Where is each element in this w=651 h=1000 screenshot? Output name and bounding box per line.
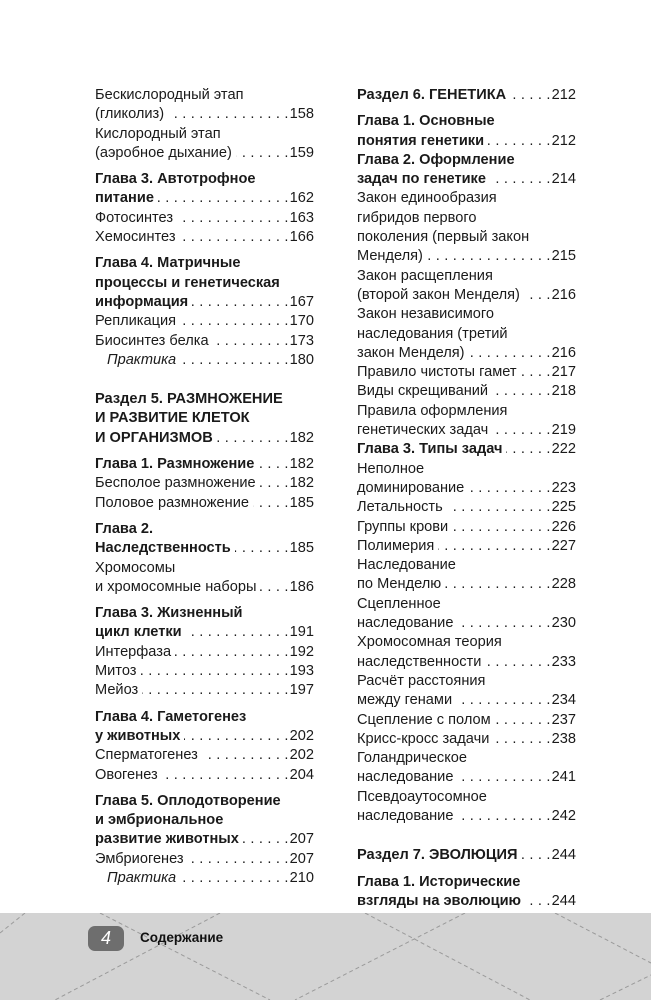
page-number: 214 [551, 171, 576, 188]
toc-line [95, 850, 314, 869]
toc-entry [357, 498, 576, 517]
dot-leader [522, 846, 551, 865]
dot-leader [158, 189, 289, 208]
toc-line: Закон единообразия [357, 190, 497, 207]
page-number: 230 [551, 615, 576, 632]
dot-leader [456, 691, 551, 710]
dot-leader [452, 518, 550, 537]
page-number: 192 [289, 643, 314, 660]
dot-leader [490, 170, 551, 189]
toc-title: И ОРГАНИЗМОВ [95, 429, 213, 446]
toc-heading [357, 86, 576, 105]
dot-leader [469, 344, 551, 363]
toc-heading [95, 520, 314, 559]
dot-leader [521, 363, 551, 382]
dot-leader [260, 474, 289, 493]
toc-title: Наследственность [95, 540, 231, 557]
toc-line [357, 691, 576, 710]
page-number: 159 [289, 144, 314, 161]
toc-line: Кислородный этап [95, 125, 221, 142]
toc-line [357, 614, 576, 633]
page-number: 227 [551, 537, 576, 554]
toc-line: Наследование [357, 557, 456, 574]
toc-entry [95, 766, 314, 785]
dot-leader [447, 498, 551, 517]
toc-heading [95, 390, 314, 448]
toc-entry [95, 228, 314, 247]
toc-heading [95, 254, 314, 312]
toc-title: Хемосинтез [95, 229, 176, 246]
toc-line: Глава 4. Матричные [95, 255, 241, 272]
toc-heading [357, 440, 576, 459]
toc-entry [357, 518, 576, 537]
page-number: 173 [289, 332, 314, 349]
page-number: 212 [551, 132, 576, 149]
page-number: 210 [289, 869, 314, 886]
toc-line: Глава 3. Автотрофное [95, 171, 256, 188]
toc-title: между генами [357, 692, 453, 709]
toc-line: Глава 1. Основные [357, 113, 495, 130]
toc-title: Овогенез [95, 766, 158, 783]
dot-leader [168, 105, 289, 124]
toc-title: наследование [357, 615, 454, 632]
dot-leader [217, 429, 289, 448]
toc-entry [95, 662, 314, 681]
toc-line [95, 494, 314, 513]
running-title: Содержание [140, 930, 224, 945]
toc-line [95, 662, 314, 681]
toc-line [95, 746, 314, 765]
toc-heading [95, 792, 314, 850]
toc-title: генетических задач [357, 422, 489, 439]
toc-line: Голандрическое [357, 750, 467, 767]
dot-leader [488, 132, 551, 151]
page-number: 223 [551, 479, 576, 496]
page-number: 163 [289, 209, 314, 226]
dot-leader [162, 766, 289, 785]
toc-line [357, 892, 576, 911]
toc-title: наследование [357, 769, 454, 786]
toc-entry [357, 267, 576, 306]
toc-line [357, 846, 576, 865]
toc-line [95, 766, 314, 785]
toc-line [95, 643, 314, 662]
toc-line [357, 807, 576, 826]
toc-line: Глава 2. Оформление [357, 151, 515, 168]
dot-leader [180, 869, 288, 888]
dot-leader [236, 144, 289, 163]
dot-leader [180, 312, 289, 331]
toc-line [357, 730, 576, 749]
toc-entry [95, 746, 314, 765]
dot-leader [457, 614, 550, 633]
toc-line: Псевдоаутосомное [357, 788, 487, 805]
toc-entry [95, 869, 314, 888]
dot-leader [506, 440, 550, 459]
toc-heading [357, 151, 576, 190]
toc-entry [95, 209, 314, 228]
page-number: 170 [289, 313, 314, 330]
dot-leader [427, 247, 551, 266]
page-number: 242 [551, 807, 576, 824]
toc-line [95, 293, 314, 312]
page-number: 180 [289, 351, 314, 368]
toc-entry [95, 474, 314, 493]
toc-line [357, 421, 576, 440]
toc-line [95, 830, 314, 849]
page-number: 216 [551, 286, 576, 303]
toc-title: Глава 3. Типы задач [357, 441, 503, 458]
page-number: 219 [551, 422, 576, 439]
toc-line: Закон расщепления [357, 267, 493, 284]
toc-entry [357, 189, 576, 266]
page-number: 244 [551, 892, 576, 909]
toc-heading [357, 846, 576, 865]
toc-entry [357, 749, 576, 788]
dot-leader [260, 578, 288, 597]
toc-title: Митоз [95, 663, 137, 680]
toc-title: Летальность [357, 499, 443, 516]
toc-line [95, 681, 314, 700]
toc-line [95, 727, 314, 746]
toc-line: Раздел 5. РАЗМНОЖЕНИЕ [95, 391, 283, 408]
page-number: 237 [551, 711, 576, 728]
toc-title: (аэробное дыхание) [95, 144, 232, 161]
toc-entry [357, 672, 576, 711]
dot-leader [253, 494, 289, 513]
dot-leader [468, 479, 550, 498]
toc-title: (гликолиз) [95, 106, 165, 123]
page-number: 182 [289, 456, 314, 473]
toc-line [95, 351, 314, 370]
toc-line: Неполное [357, 460, 425, 477]
dot-leader [243, 830, 289, 849]
toc-line [95, 455, 314, 474]
dot-leader [524, 286, 551, 305]
toc-line [95, 474, 314, 493]
dot-leader [192, 293, 288, 312]
toc-entry [95, 312, 314, 331]
dot-leader [485, 653, 550, 672]
toc-title: питание [95, 190, 154, 207]
toc-line [95, 209, 314, 228]
toc-line: Глава 1. Исторические [357, 873, 521, 890]
dot-leader [177, 209, 289, 228]
toc-line [95, 332, 314, 351]
page-number-badge: 4 [88, 926, 124, 951]
toc-title: развитие животных [95, 831, 239, 848]
toc-line: И РАЗВИТИЕ КЛЕТОК [95, 410, 250, 427]
toc-title: Практика [107, 351, 177, 368]
toc-left-column [95, 86, 314, 888]
toc-line [357, 575, 576, 594]
page-number: 241 [551, 769, 576, 786]
dot-leader [445, 575, 550, 594]
toc-heading [95, 455, 314, 474]
toc-entry [357, 556, 576, 595]
toc-title: Сцепление с полом [357, 711, 491, 728]
toc-line: Расчёт расстояния [357, 672, 486, 689]
toc-title: цикл клетки [95, 624, 182, 641]
toc-line [357, 86, 576, 105]
toc-title: информация [95, 293, 189, 310]
page-number: 216 [551, 344, 576, 361]
page-number: 191 [289, 624, 314, 641]
toc-heading [95, 604, 314, 643]
toc-title: доминирование [357, 479, 465, 496]
page-number: 166 [289, 229, 314, 246]
dot-leader [235, 539, 289, 558]
toc-line: Глава 3. Жизненный [95, 605, 243, 622]
toc-entry [95, 86, 314, 125]
dot-leader [180, 228, 289, 247]
toc-line: Бескислородный этап [95, 87, 244, 103]
toc-entry [95, 494, 314, 513]
toc-line [357, 768, 576, 787]
page-number: 234 [551, 692, 576, 709]
page-number: 185 [289, 494, 314, 511]
toc-entry [95, 332, 314, 351]
toc-title: Крисс-кросс задачи [357, 730, 490, 747]
page-number: 197 [289, 682, 314, 699]
toc-heading [95, 708, 314, 747]
toc-entry [357, 537, 576, 556]
toc-line [95, 105, 314, 124]
toc-line: гибридов первого [357, 209, 477, 226]
toc-line: поколения (первый закон [357, 229, 530, 246]
dot-leader [140, 662, 288, 681]
toc-line: и эмбриональное [95, 812, 224, 829]
toc-line [357, 170, 576, 189]
toc-title: Мейоз [95, 682, 139, 699]
toc-title: Раздел 7. ЭВОЛЮЦИЯ [357, 847, 518, 864]
toc-line [357, 382, 576, 401]
toc-title: Интерфаза [95, 643, 172, 660]
dot-leader [525, 892, 551, 911]
dot-leader [493, 730, 550, 749]
page-number: 185 [289, 540, 314, 557]
toc-title: Половое размножение [95, 494, 249, 511]
toc-right-column [357, 86, 576, 911]
dot-leader [213, 332, 289, 351]
toc-line: наследования (третий [357, 325, 508, 342]
toc-line [357, 132, 576, 151]
toc-title: по Менделю [357, 576, 442, 593]
toc-line [95, 312, 314, 331]
toc-title: закон Менделя) [357, 344, 465, 361]
toc-title: у животных [95, 727, 181, 744]
toc-line [95, 578, 314, 597]
dot-leader [438, 537, 550, 556]
toc-line: процессы и генетическая [95, 274, 280, 291]
dot-leader [495, 711, 551, 730]
toc-entry [357, 788, 576, 827]
page-number: 226 [551, 518, 576, 535]
toc-line [357, 440, 576, 459]
toc-title: Фотосинтез [95, 209, 174, 226]
dot-leader [184, 727, 288, 746]
toc-entry [357, 595, 576, 634]
dot-leader [175, 643, 289, 662]
page-number: 222 [551, 441, 576, 458]
toc-line: Глава 4. Гаметогенез [95, 708, 247, 725]
toc-title: Полимерия [357, 537, 435, 554]
toc-entry [357, 382, 576, 401]
toc-title: Биосинтез белка [95, 332, 209, 349]
toc-line: Глава 2. [95, 520, 154, 537]
toc-entry [95, 850, 314, 869]
page-number: 233 [551, 653, 576, 670]
toc-title: задач по генетике [357, 171, 486, 188]
toc-line [357, 518, 576, 537]
page-number: 228 [551, 576, 576, 593]
toc-title: взгляды на эволюцию [357, 892, 522, 909]
toc-title: Раздел 6. ГЕНЕТИКА [357, 87, 507, 103]
page-number: 182 [289, 429, 314, 446]
toc-line [95, 189, 314, 208]
toc-entry [357, 460, 576, 499]
toc-line [357, 653, 576, 672]
page-number: 167 [289, 293, 314, 310]
toc-title: наследственности [357, 653, 482, 670]
dot-leader [510, 86, 550, 105]
page-number: 204 [289, 766, 314, 783]
toc-entry [95, 351, 314, 370]
toc-title: Практика [107, 869, 177, 886]
toc-line [95, 429, 314, 448]
dot-leader [180, 351, 288, 370]
toc-line [357, 363, 576, 382]
toc-title: Менделя) [357, 248, 423, 265]
toc-entry [357, 730, 576, 749]
dot-leader [142, 681, 288, 700]
toc-line [357, 498, 576, 517]
page-number: 182 [289, 475, 314, 492]
toc-heading [95, 170, 314, 209]
page-number: 202 [289, 727, 314, 744]
page-number: 244 [551, 847, 576, 864]
toc-line [95, 539, 314, 558]
toc-line [95, 623, 314, 642]
page-number: 217 [551, 364, 576, 381]
page-number: 218 [551, 383, 576, 400]
page-number: 212 [551, 87, 576, 103]
toc-title: Глава 1. Размножение [95, 456, 255, 473]
toc-entry [357, 305, 576, 363]
toc-entry [95, 559, 314, 598]
toc-line [357, 711, 576, 730]
dot-leader [457, 807, 550, 826]
toc-title: Бесполое размножение [95, 475, 256, 492]
toc-line [95, 228, 314, 247]
toc-line [357, 286, 576, 305]
page-number: 215 [551, 248, 576, 265]
page-number: 186 [289, 578, 314, 595]
toc-line [357, 479, 576, 498]
page-number: 225 [551, 499, 576, 516]
toc-entry [357, 633, 576, 672]
toc-title: понятия генетики [357, 132, 485, 149]
page-number: 238 [551, 730, 576, 747]
toc-title: Виды скрещиваний [357, 383, 489, 400]
toc-line: Хромосомы [95, 559, 176, 576]
toc-line: Закон независимого [357, 306, 494, 323]
toc-title: Группы крови [357, 518, 449, 535]
toc-line [357, 344, 576, 363]
page-number: 162 [289, 190, 314, 207]
page-number: 158 [289, 106, 314, 123]
toc-line [357, 537, 576, 556]
page-number: 202 [289, 747, 314, 764]
toc-entry [357, 363, 576, 382]
page-number: 193 [289, 663, 314, 680]
toc-line: Сцепленное [357, 595, 441, 612]
toc-title: Сперматогенез [95, 747, 198, 764]
toc-entry [95, 643, 314, 662]
toc-title: (второй закон Менделя) [357, 286, 520, 303]
dot-leader [492, 421, 550, 440]
toc-entry [95, 125, 314, 164]
toc-line: Хромосомная теория [357, 634, 502, 651]
toc-title: и хромосомные наборы [95, 578, 257, 595]
dot-leader [457, 768, 550, 787]
page-number: 207 [289, 831, 314, 848]
toc-entry [95, 681, 314, 700]
toc-heading [357, 112, 576, 151]
toc-line [95, 144, 314, 163]
toc-entry [357, 402, 576, 441]
toc-line [95, 869, 314, 888]
toc-line: Правила оформления [357, 402, 508, 419]
toc-title: Эмбриогенез [95, 850, 184, 867]
dot-leader [258, 455, 288, 474]
toc-title: наследование [357, 807, 454, 824]
dot-leader [186, 623, 289, 642]
dot-leader [202, 746, 289, 765]
toc-title: Правило чистоты гамет [357, 364, 517, 381]
page-number: 207 [289, 850, 314, 867]
toc-line: Глава 5. Оплодотворение [95, 792, 281, 809]
toc-title: Репликация [95, 313, 177, 330]
toc-line [357, 247, 576, 266]
toc-heading [357, 873, 576, 912]
dot-leader [492, 382, 551, 401]
toc-entry [357, 711, 576, 730]
dot-leader [188, 850, 289, 869]
